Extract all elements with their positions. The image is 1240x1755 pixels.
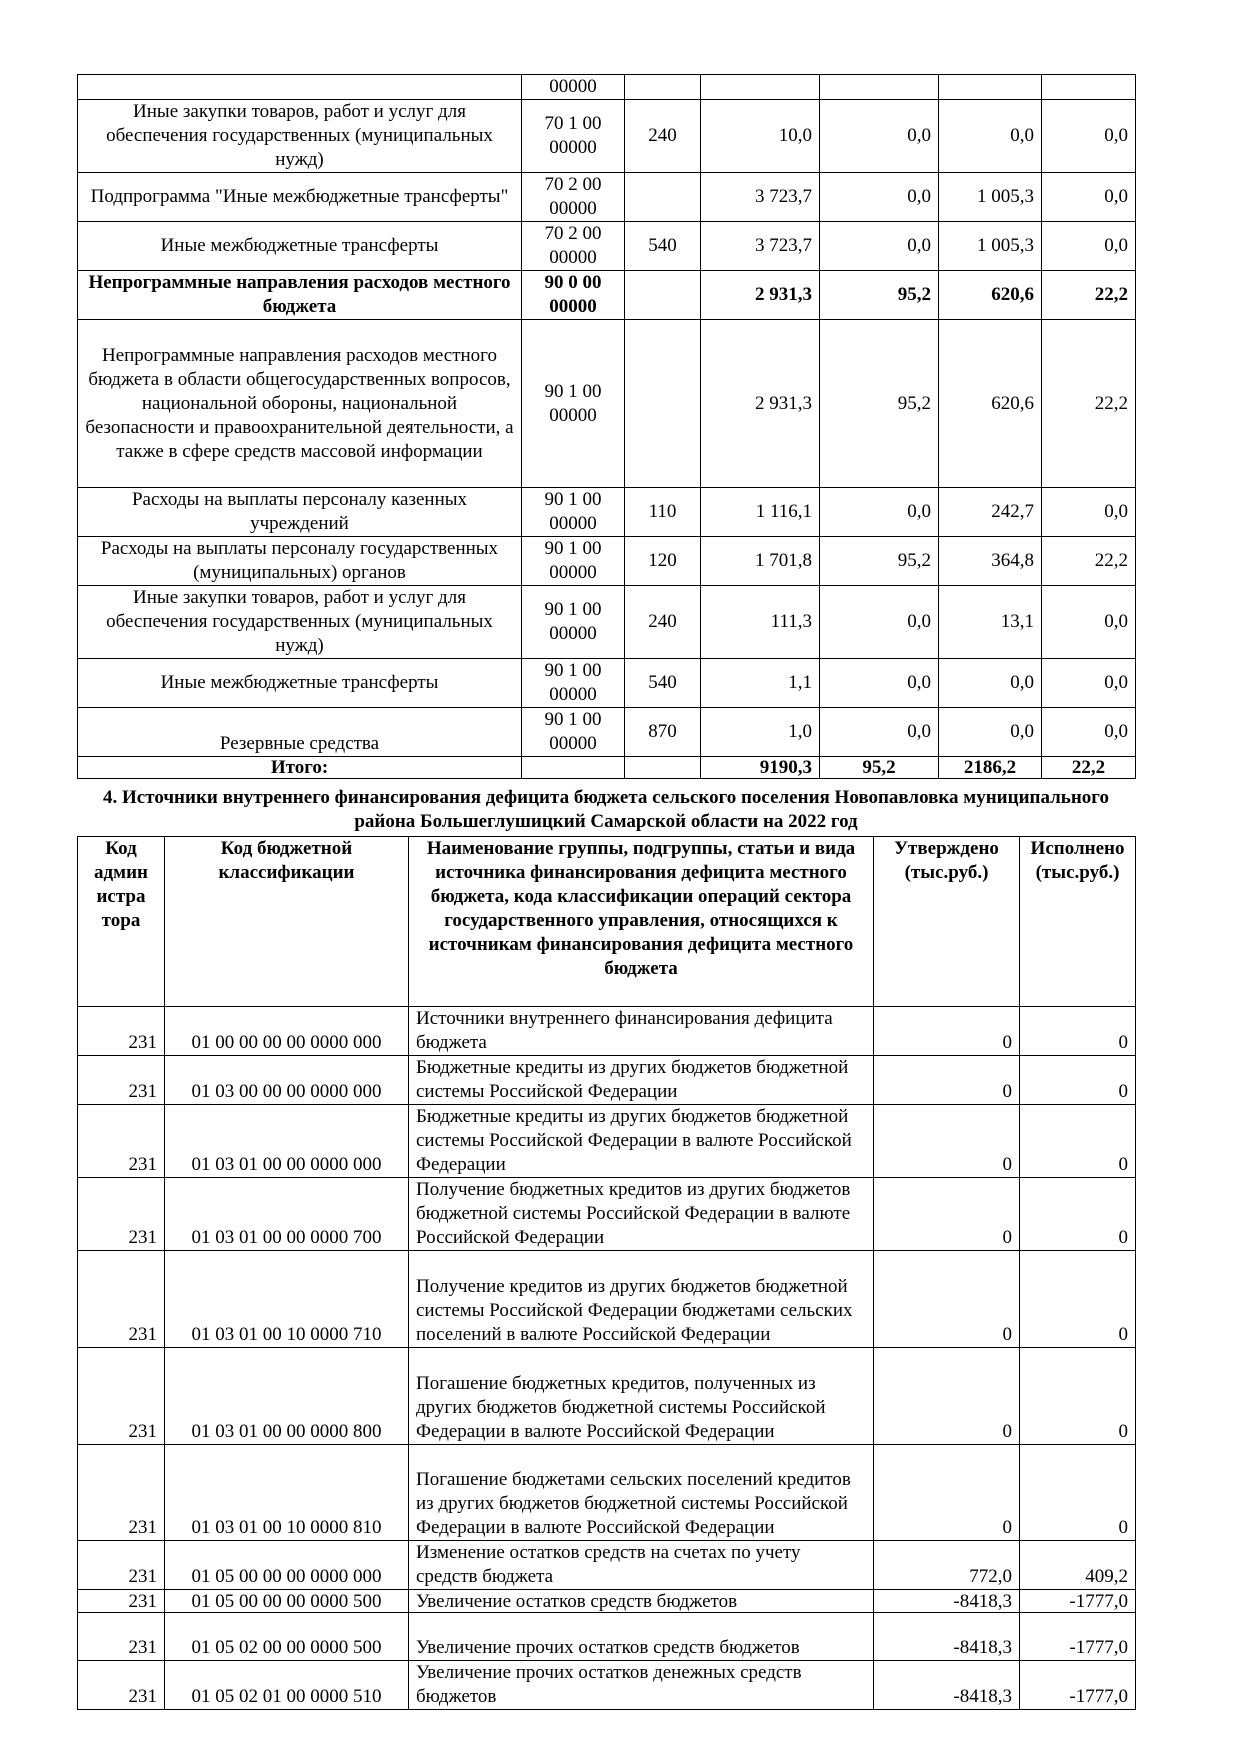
table-row — [78, 75, 1136, 100]
row-admin-code: 231 — [78, 1613, 165, 1661]
financing-sources-table — [77, 836, 1136, 1710]
row-approved: -8418,3 — [874, 1613, 1020, 1661]
row-name — [78, 75, 522, 100]
row-admin-code: 231 — [78, 1007, 165, 1056]
row-code: 90 1 00 00000 — [522, 586, 625, 659]
row-executed: -1777,0 — [1020, 1613, 1136, 1661]
row-approved: -8418,3 — [874, 1661, 1020, 1710]
row-approved: 0 — [874, 1348, 1020, 1445]
row-code: 90 0 00 00000 — [522, 271, 625, 320]
row-code: 70 1 00 00000 — [522, 100, 625, 173]
row-expense-type: 110 — [625, 488, 701, 537]
row-value-4: 0,0 — [1042, 173, 1136, 222]
row-approved: 0 — [874, 1445, 1020, 1541]
row-value-1: 2 931,3 — [701, 320, 820, 488]
table-row — [78, 1007, 1136, 1056]
row-value-3: 620,6 — [939, 320, 1042, 488]
row-value-2: 95,2 — [820, 537, 939, 586]
row-executed: 0 — [1020, 1348, 1136, 1445]
row-name: Подпрограмма "Иные межбюджетные трансферты" — [78, 173, 522, 222]
row-value-4 — [1042, 75, 1136, 100]
row-executed: 0 — [1020, 1056, 1136, 1105]
row-code: 90 1 00 00000 — [522, 708, 625, 757]
row-budget-code: 01 03 01 00 10 0000 810 — [165, 1445, 409, 1541]
row-executed: 0 — [1020, 1178, 1136, 1251]
row-admin-code: 231 — [78, 1661, 165, 1710]
row-value-1: 1,1 — [701, 659, 820, 708]
header-admin-code: Код админ истра тора — [78, 837, 165, 1007]
row-expense-type — [625, 75, 701, 100]
row-name: Иные межбюджетные трансферты — [78, 659, 522, 708]
row-code: 00000 — [522, 75, 625, 100]
row-expense-type: 240 — [625, 586, 701, 659]
row-value-2: 0,0 — [820, 173, 939, 222]
row-admin-code: 231 — [78, 1590, 165, 1613]
row-expense-type: 120 — [625, 537, 701, 586]
row-admin-code: 231 — [78, 1105, 165, 1178]
table-row — [78, 1105, 1136, 1178]
row-approved: 0 — [874, 1178, 1020, 1251]
row-code: 90 1 00 00000 — [522, 320, 625, 488]
total-label: Итого: — [78, 757, 522, 779]
row-budget-code: 01 03 00 00 00 0000 000 — [165, 1056, 409, 1105]
row-executed: 0 — [1020, 1251, 1136, 1348]
row-executed: 0 — [1020, 1007, 1136, 1056]
row-expense-type: 540 — [625, 222, 701, 271]
table-row — [78, 1056, 1136, 1105]
row-approved: 0 — [874, 1105, 1020, 1178]
header-approved: Утверждено (тыс.руб.) — [874, 837, 1020, 1007]
total-value-3: 2186,2 — [939, 757, 1042, 779]
row-expense-type — [625, 320, 701, 488]
row-source-name: Бюджетные кредиты из других бюджетов бюджетной системы Российской Федерации — [409, 1056, 874, 1105]
table-row — [78, 659, 1136, 708]
header-executed: Исполнено (тыс.руб.) — [1020, 837, 1136, 1007]
row-approved: 0 — [874, 1007, 1020, 1056]
row-code: 70 2 00 00000 — [522, 222, 625, 271]
row-executed: 0 — [1020, 1105, 1136, 1178]
row-value-2: 95,2 — [820, 320, 939, 488]
table-row — [78, 1445, 1136, 1541]
row-value-4: 22,2 — [1042, 320, 1136, 488]
row-value-1 — [701, 75, 820, 100]
row-value-2: 0,0 — [820, 659, 939, 708]
row-source-name: Бюджетные кредиты из других бюджетов бюджетной системы Российской Федерации в валюте Российской Федерации — [409, 1105, 874, 1178]
total-row — [78, 757, 1136, 779]
row-expense-type: 540 — [625, 659, 701, 708]
row-admin-code: 231 — [78, 1541, 165, 1590]
row-value-4: 0,0 — [1042, 100, 1136, 173]
section-4-title: 4. Источники внутреннего финансирования дефицита бюджета сельского поселения Новопавловка муниципального района Большеглушицкий Самарской области на 2022 год — [103, 787, 1109, 832]
table-row — [78, 271, 1136, 320]
row-executed: -1777,0 — [1020, 1661, 1136, 1710]
total-value-2: 95,2 — [820, 757, 939, 779]
row-executed: 409,2 — [1020, 1541, 1136, 1590]
row-value-2: 0,0 — [820, 708, 939, 757]
row-value-2: 0,0 — [820, 586, 939, 659]
row-value-1: 3 723,7 — [701, 173, 820, 222]
row-executed: 0 — [1020, 1445, 1136, 1541]
empty-cell — [625, 757, 701, 779]
row-value-4: 22,2 — [1042, 537, 1136, 586]
row-value-2: 0,0 — [820, 100, 939, 173]
row-approved: 0 — [874, 1056, 1020, 1105]
row-approved: 772,0 — [874, 1541, 1020, 1590]
row-value-2 — [820, 75, 939, 100]
table-row — [78, 222, 1136, 271]
row-approved: -8418,3 — [874, 1590, 1020, 1613]
row-budget-code: 01 05 00 00 00 0000 000 — [165, 1541, 409, 1590]
row-budget-code: 01 03 01 00 00 0000 800 — [165, 1348, 409, 1445]
row-value-1: 1 116,1 — [701, 488, 820, 537]
table-row — [78, 708, 1136, 757]
row-value-1: 10,0 — [701, 100, 820, 173]
row-budget-code: 01 03 01 00 10 0000 710 — [165, 1251, 409, 1348]
row-source-name: Увеличение прочих остатков денежных средств бюджетов — [409, 1661, 874, 1710]
empty-cell — [522, 757, 625, 779]
row-budget-code: 01 03 01 00 00 0000 000 — [165, 1105, 409, 1178]
row-source-name: Погашение бюджетных кредитов, полученных из других бюджетов бюджетной системы Российской Федерации в валюте Российской Федерации — [409, 1348, 874, 1445]
row-admin-code: 231 — [78, 1251, 165, 1348]
table-row — [78, 320, 1136, 488]
table-row — [78, 1251, 1136, 1348]
row-value-2: 0,0 — [820, 488, 939, 537]
row-value-4: 22,2 — [1042, 271, 1136, 320]
row-code: 70 2 00 00000 — [522, 173, 625, 222]
row-value-3: 0,0 — [939, 708, 1042, 757]
table-row — [78, 1590, 1136, 1613]
row-name: Резервные средства — [78, 708, 522, 757]
row-name: Иные закупки товаров, работ и услуг для обеспечения государственных (муниципальных нужд) — [78, 100, 522, 173]
row-value-1: 1 701,8 — [701, 537, 820, 586]
row-source-name: Источники внутреннего финансирования дефицита бюджета — [409, 1007, 874, 1056]
table-row — [78, 1178, 1136, 1251]
total-value-1: 9190,3 — [701, 757, 820, 779]
row-value-1: 111,3 — [701, 586, 820, 659]
row-admin-code: 231 — [78, 1178, 165, 1251]
table-row — [78, 1348, 1136, 1445]
row-value-3: 0,0 — [939, 100, 1042, 173]
row-expense-type — [625, 173, 701, 222]
row-admin-code: 231 — [78, 1348, 165, 1445]
table-row — [78, 586, 1136, 659]
row-admin-code: 231 — [78, 1056, 165, 1105]
row-value-3: 1 005,3 — [939, 173, 1042, 222]
header-source-name: Наименование группы, подгруппы, статьи и вида источника финансирования дефицита местного бюджета, кода классификации операций сектора государственного управления, относящихся к источникам финансирования дефицита местного бюджета — [409, 837, 874, 1007]
row-expense-type: 240 — [625, 100, 701, 173]
row-budget-code: 01 05 02 00 00 0000 500 — [165, 1613, 409, 1661]
row-value-3: 364,8 — [939, 537, 1042, 586]
row-source-name: Получение кредитов из других бюджетов бюджетной системы Российской Федерации бюджетами сельских поселений в валюте Российской Федерации — [409, 1251, 874, 1348]
row-budget-code: 01 03 01 00 00 0000 700 — [165, 1178, 409, 1251]
row-name: Иные межбюджетные трансферты — [78, 222, 522, 271]
expenditure-table — [77, 74, 1136, 779]
table-row — [78, 1661, 1136, 1710]
row-name: Иные закупки товаров, работ и услуг для обеспечения государственных (муниципальных нужд) — [78, 586, 522, 659]
row-value-4: 0,0 — [1042, 488, 1136, 537]
row-value-1: 3 723,7 — [701, 222, 820, 271]
row-value-3 — [939, 75, 1042, 100]
header-budget-code: Код бюджетной классификации — [165, 837, 409, 1007]
row-name: Непрограммные направления расходов местного бюджета в области общегосударственных вопросов, национальной обороны, национальной безопасности и правоохранительной деятельности, а также в сфере средств массовой информации — [78, 320, 522, 488]
row-value-2: 0,0 — [820, 222, 939, 271]
row-value-4: 0,0 — [1042, 708, 1136, 757]
table-row — [78, 1541, 1136, 1590]
row-code: 90 1 00 00000 — [522, 659, 625, 708]
row-value-3: 0,0 — [939, 659, 1042, 708]
row-source-name: Увеличение остатков средств бюджетов — [409, 1590, 874, 1613]
row-approved: 0 — [874, 1251, 1020, 1348]
row-expense-type — [625, 271, 701, 320]
row-value-1: 2 931,3 — [701, 271, 820, 320]
row-name: Расходы на выплаты персоналу казенных учреждений — [78, 488, 522, 537]
row-expense-type: 870 — [625, 708, 701, 757]
row-value-3: 1 005,3 — [939, 222, 1042, 271]
row-value-4: 0,0 — [1042, 222, 1136, 271]
table-row — [78, 488, 1136, 537]
row-value-4: 0,0 — [1042, 586, 1136, 659]
row-source-name: Погашение бюджетами сельских поселений кредитов из других бюджетов бюджетной системы Российской Федерации в валюте Российской Федерации — [409, 1445, 874, 1541]
row-value-3: 13,1 — [939, 586, 1042, 659]
row-value-3: 242,7 — [939, 488, 1042, 537]
table-row — [78, 1613, 1136, 1661]
row-source-name: Увеличение прочих остатков средств бюджетов — [409, 1613, 874, 1661]
row-code: 90 1 00 00000 — [522, 488, 625, 537]
row-name: Непрограммные направления расходов местного бюджета — [78, 271, 522, 320]
row-source-name: Получение бюджетных кредитов из других бюджетов бюджетной системы Российской Федерации в валюте Российской Федерации — [409, 1178, 874, 1251]
row-budget-code: 01 05 00 00 00 0000 500 — [165, 1590, 409, 1613]
row-admin-code: 231 — [78, 1445, 165, 1541]
table-row — [78, 537, 1136, 586]
table-row — [78, 100, 1136, 173]
table-row — [78, 173, 1136, 222]
row-value-1: 1,0 — [701, 708, 820, 757]
row-code: 90 1 00 00000 — [522, 537, 625, 586]
row-budget-code: 01 00 00 00 00 0000 000 — [165, 1007, 409, 1056]
row-source-name: Изменение остатков средств на счетах по учету средств бюджета — [409, 1541, 874, 1590]
row-value-3: 620,6 — [939, 271, 1042, 320]
row-budget-code: 01 05 02 01 00 0000 510 — [165, 1661, 409, 1710]
row-value-4: 0,0 — [1042, 659, 1136, 708]
table-header-row — [78, 837, 1136, 1007]
row-name: Расходы на выплаты персоналу государственных (муниципальных) органов — [78, 537, 522, 586]
row-executed: -1777,0 — [1020, 1590, 1136, 1613]
total-value-4: 22,2 — [1042, 757, 1136, 779]
row-value-2: 95,2 — [820, 271, 939, 320]
